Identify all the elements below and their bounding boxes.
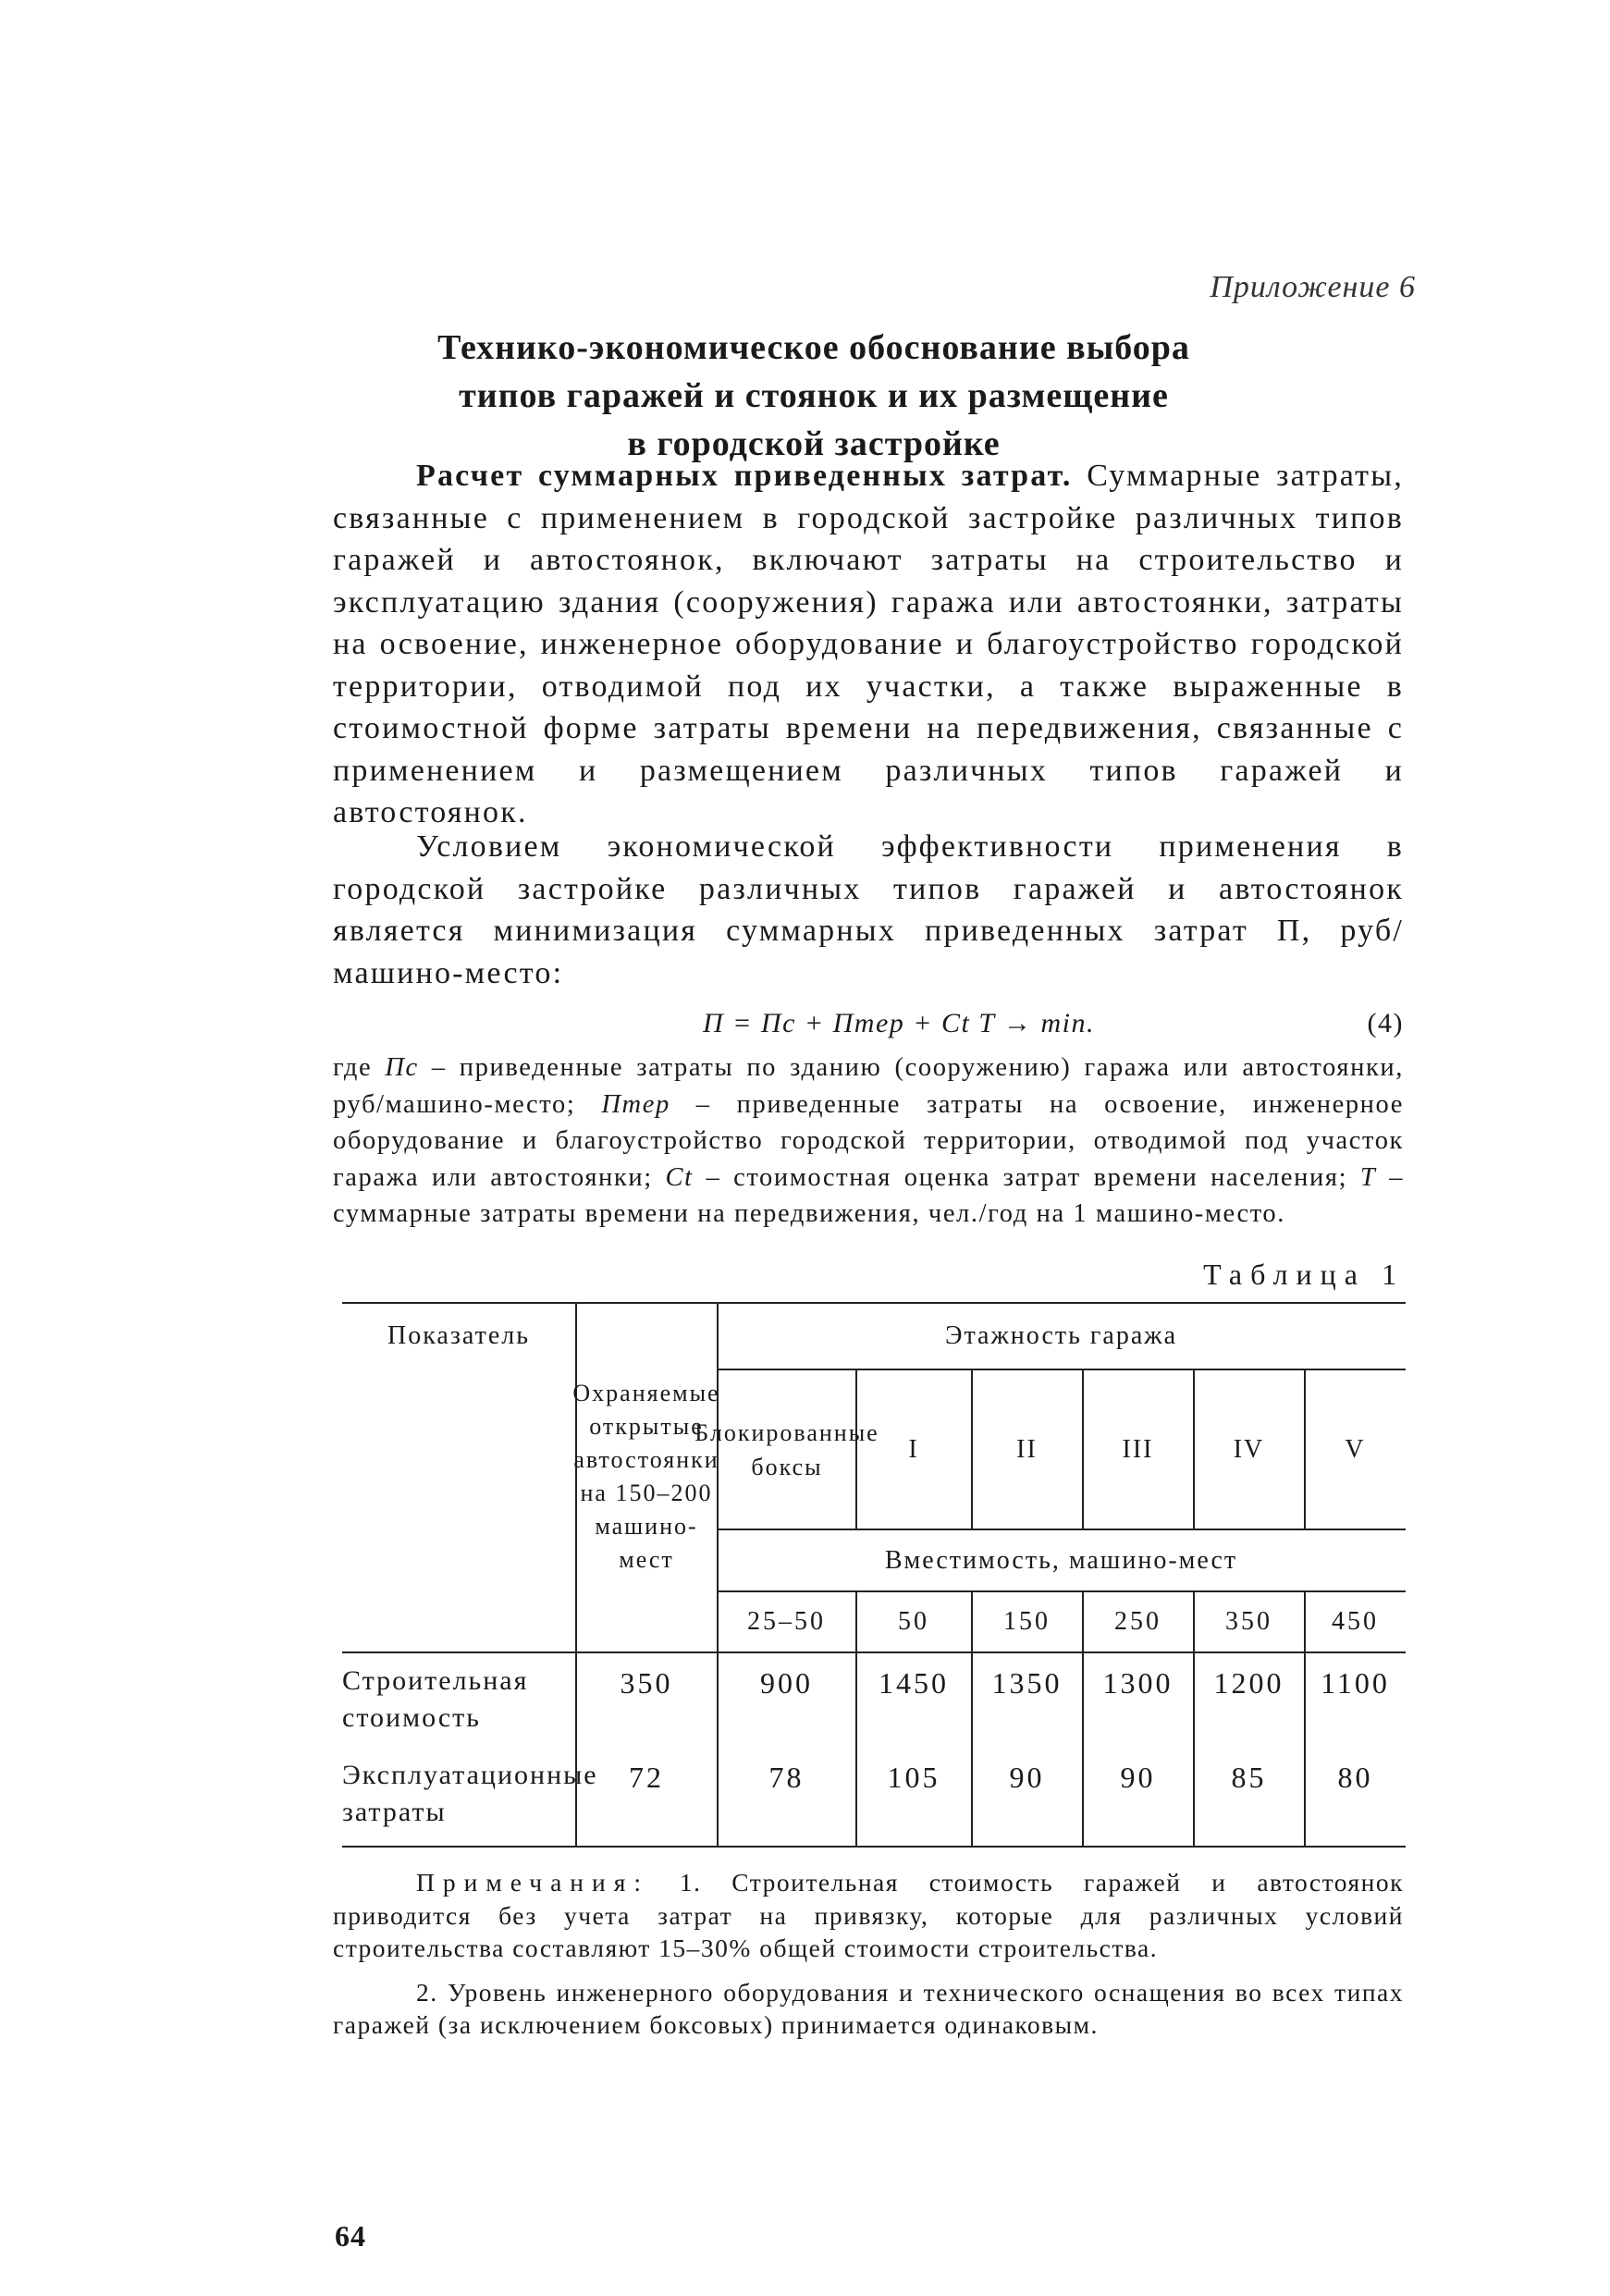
legend-text: – приведенные затраты на освоение, инженерное оборудование и благоустройство городской территории, отводимой под участок гаража или автостоянки;	[333, 1089, 1404, 1192]
legend-symbol: Птер	[601, 1089, 670, 1119]
formula-legend	[333, 1050, 1404, 1233]
header-floor-level: I	[908, 1435, 919, 1464]
document-title	[333, 324, 1295, 468]
header-floor-level: II	[1016, 1435, 1038, 1464]
header-floor-level: III	[1122, 1435, 1154, 1464]
table-cell: 1450	[879, 1666, 949, 1700]
formula	[333, 1008, 1404, 1049]
table-cell: 80	[1337, 1761, 1373, 1794]
header-capacity: Вместимость, машино-мест	[884, 1545, 1238, 1575]
legend-symbol: Пс	[385, 1053, 419, 1082]
row-label-construction-cost: Строительная стоимость	[342, 1665, 529, 1733]
table-cell: 78	[768, 1761, 805, 1794]
paragraph-2: Условием экономической эффективности применения в городской застройке различных типов гаражей и автостоянок является минимизация суммарных приведенных затрат П, руб/машино-место:	[333, 829, 1404, 990]
table-cell: 900	[760, 1666, 813, 1700]
table-cell: 85	[1231, 1761, 1267, 1794]
header-indicator: Показатель	[387, 1320, 530, 1350]
paragraph-1-text: Суммарные затраты, связанные с применением в городской застройке различных типов гаражей и автостоянок, включают затраты на строительство и эксплуатацию здания (сооружения) гаража или автостоянки, затраты на освоение, инженерное оборудование и благоустройство городской территории, отводимой под их участки, а также выраженные в стоимостной форме затраты времени на передвижения, связанные с применением и размещением различных типов гаражей и автостоянок.	[333, 459, 1404, 829]
table-cell: 1350	[991, 1666, 1063, 1700]
capacity-value: 450	[1332, 1607, 1379, 1636]
table-rule	[342, 1846, 1406, 1848]
formula-expression: П = Пс + Птер + Ct T → min.	[703, 1008, 1096, 1038]
table-cell: 1300	[1102, 1666, 1174, 1700]
table-cell: 90	[1120, 1761, 1156, 1794]
capacity-value: 250	[1114, 1607, 1161, 1636]
note-1-text: 1. Строительная стоимость гаражей и автостоянок приводится без учета затрат на привязку, которые для различных условий строительства составляют 15–30% общей стоимости строительства.	[333, 1868, 1405, 1962]
legend-where: где	[333, 1053, 386, 1082]
title-line-2: типов гаражей и стоянок и их размещение	[459, 376, 1169, 415]
table-cell: 90	[1009, 1761, 1045, 1794]
table-cell: 72	[629, 1761, 664, 1794]
title-line-1: Технико-экономическое обоснование выбора	[437, 328, 1190, 367]
formula-number: (4)	[1367, 1008, 1404, 1038]
table-cell: 1200	[1213, 1666, 1284, 1700]
notes-heading: Примечания:	[416, 1868, 650, 1897]
appendix-label: Приложение 6	[1210, 270, 1416, 304]
data-table	[342, 1302, 1406, 1857]
legend-text: – суммарные затраты времени на передвижения, чел./год на 1 машино-место.	[333, 1162, 1404, 1228]
header-open-parking: Охраняемые открытые автостоянки на 150–200 машино-мест	[572, 1380, 720, 1573]
table-cell: 350	[620, 1666, 673, 1700]
note-1	[333, 1866, 1404, 1965]
header-blocked-boxes: Блокированные боксы	[694, 1418, 879, 1480]
capacity-value: 350	[1225, 1607, 1272, 1636]
legend-symbol: Ct	[665, 1162, 694, 1192]
title-line-3: в городской застройке	[627, 424, 1001, 463]
row-label-operating-costs: Эксплуатационные затраты	[342, 1760, 598, 1827]
legend-symbol: T	[1359, 1162, 1377, 1192]
note-2: 2. Уровень инженерного оборудования и технического оснащения во всех типах гаражей (за исключением боксовых) принимается одинаковым.	[333, 1977, 1404, 2039]
table-cell: 1100	[1321, 1666, 1390, 1700]
paragraph-1-lead: Расчет суммарных приведенных затрат.	[416, 459, 1073, 493]
page-number: 64	[335, 2219, 366, 2253]
header-floors: Этажность гаража	[944, 1320, 1178, 1350]
table-notes	[333, 1866, 1404, 2042]
capacity-value: 50	[898, 1607, 929, 1636]
paragraph-1	[333, 455, 1404, 834]
legend-text: – приведенные затраты по зданию (сооружению) гаража или автостоянки, руб/машино-место;	[333, 1053, 1405, 1119]
capacity-value: 150	[1003, 1607, 1051, 1636]
table-cell: 105	[887, 1761, 940, 1794]
capacity-value: 25–50	[747, 1607, 826, 1636]
header-floor-level: V	[1345, 1435, 1366, 1464]
legend-text: – стоимостная оценка затрат времени населения;	[693, 1162, 1360, 1192]
header-floor-level: IV	[1233, 1435, 1265, 1464]
table-label: Таблица 1	[1203, 1258, 1405, 1291]
